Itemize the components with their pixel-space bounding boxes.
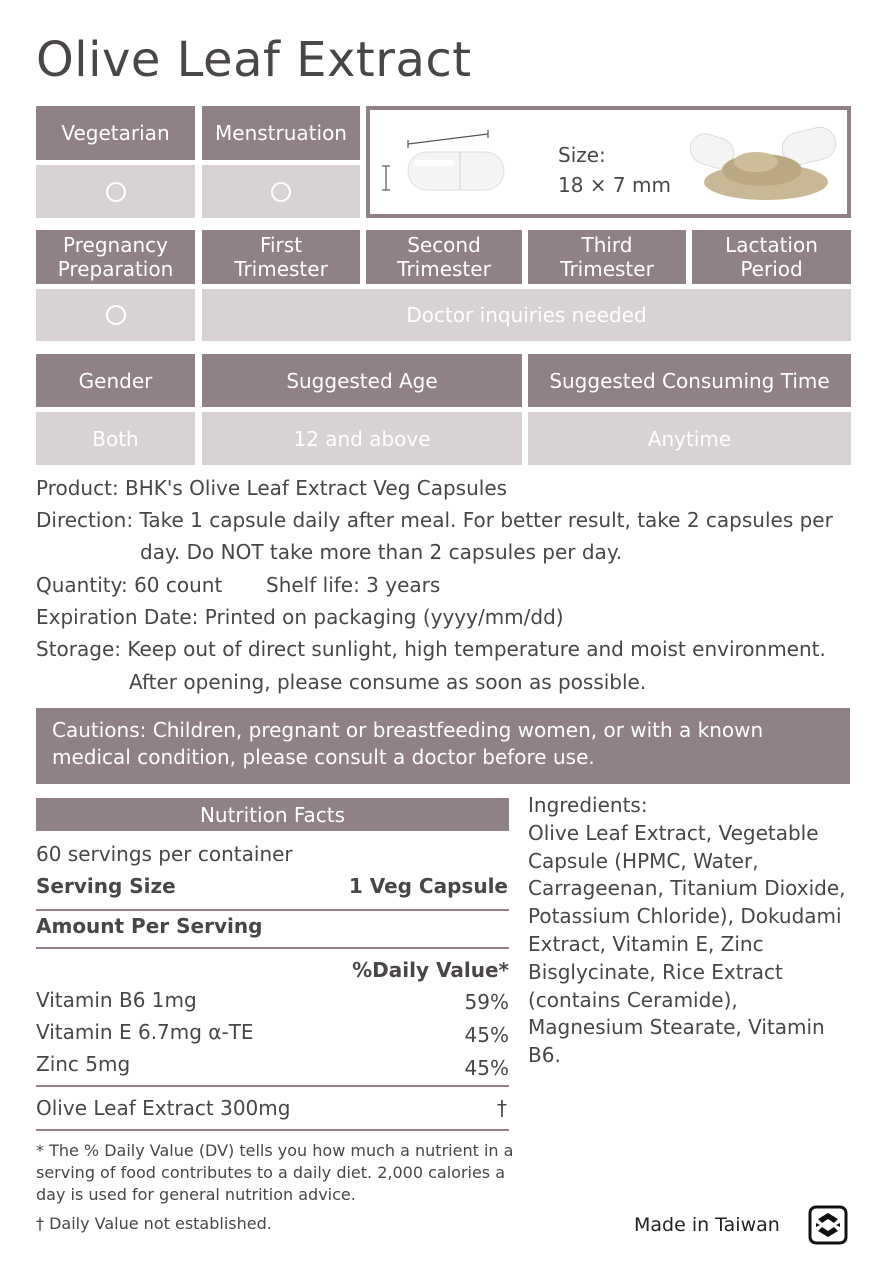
ingredients [528, 792, 848, 1070]
second-trimester-header: Second Trimester [366, 230, 522, 284]
nutrient-name: Vitamin E 6.7mg α-TE [36, 1020, 254, 1044]
pregnancy-preparation-header: Pregnancy Preparation [36, 230, 195, 284]
daily-value-footnote: * The % Daily Value (DV) tells you how much a nutrient in a serving of food contributes to a daily diet. 2,000 calories a day is used for general nutrition advice. [36, 1141, 514, 1204]
nutrient-dv: 45% [464, 1023, 509, 1047]
first-trimester-header: First Trimester [202, 230, 360, 284]
recycle-icon [808, 1205, 848, 1245]
menstruation-header: Menstruation [202, 106, 360, 160]
dagger-footnote: † Daily Value not established. [36, 1214, 272, 1233]
vegetarian-header: Vegetarian [36, 106, 195, 160]
size-value: 18 × 7 mm [558, 173, 671, 197]
page-title: Olive Leaf Extract [36, 32, 472, 88]
nutrient-dv: 59% [464, 990, 509, 1014]
direction-line-1: Direction: Take 1 capsule daily after meal. For better result, take 2 capsules per [36, 508, 833, 532]
menstruation-cell [202, 165, 360, 218]
olive-leaf-name: Olive Leaf Extract 300mg [36, 1096, 291, 1120]
serving-size-value: 1 Veg Capsule [348, 874, 508, 898]
amount-per-serving: Amount Per Serving [36, 914, 263, 938]
direction-line-2: day. Do NOT take more than 2 capsules per day. [140, 540, 623, 564]
suitable-circle-icon [106, 182, 126, 202]
capsule-size-box [366, 106, 851, 218]
ingredients-label: Ingredients: [528, 793, 648, 817]
lactation-period-header: Lactation Period [692, 230, 851, 284]
suggested-time-header: Suggested Consuming Time [528, 354, 851, 407]
divider [36, 1129, 509, 1131]
capsule-diagram-icon [374, 110, 554, 214]
pregnancy-preparation-cell [36, 289, 195, 341]
gender-value: Both [36, 412, 195, 465]
gender-header: Gender [36, 354, 195, 407]
capsule-size [558, 140, 671, 200]
storage-line-1: Storage: Keep out of direct sunlight, high temperature and moist environment. [36, 637, 826, 661]
nutrient-name: Zinc 5mg [36, 1052, 131, 1076]
product-line: Product: BHK's Olive Leaf Extract Veg Capsules [36, 476, 508, 500]
ingredients-text: Olive Leaf Extract, Vegetable Capsule (HPMC, Water, Carrageenan, Titanium Dioxide, Potassium Chloride), Dokudami Extract, Vitamin E, Zinc Bisglycinate, Rice Extract (contains Ceramide), Magnesium Stearate, Vitamin B6. [528, 820, 846, 1068]
nutrient-dv: 45% [464, 1056, 509, 1080]
daily-value-header: %Daily Value* [352, 958, 509, 982]
nutrient-name: Vitamin B6 1mg [36, 988, 197, 1012]
expiration-line: Expiration Date: Printed on packaging (yyyy/mm/dd) [36, 605, 564, 629]
storage-line-2: After opening, please consume as soon as possible. [129, 670, 647, 694]
third-trimester-header: Third Trimester [528, 230, 686, 284]
divider [36, 909, 509, 911]
cautions-banner: Cautions: Children, pregnant or breastfeeding women, or with a known medical condition, please consult a doctor before use. [36, 708, 850, 784]
made-in-label: Made in Taiwan [634, 1214, 780, 1236]
servings-per-container: 60 servings per container [36, 842, 293, 866]
vegetarian-cell [36, 165, 195, 218]
suggested-age-header: Suggested Age [202, 354, 522, 407]
suggested-age-value: 12 and above [202, 412, 522, 465]
nutrition-facts-header: Nutrition Facts [36, 798, 509, 831]
quantity-line: Quantity: 60 count [36, 573, 223, 597]
shelf-life-line: Shelf life: 3 years [266, 573, 441, 597]
divider [36, 947, 509, 949]
olive-leaf-dv: † [497, 1096, 507, 1120]
serving-size-label: Serving Size [36, 874, 176, 898]
capsule-powder-icon [686, 120, 846, 210]
divider [36, 1085, 509, 1087]
doctor-inquiries-cell: Doctor inquiries needed [202, 289, 851, 341]
suggested-time-value: Anytime [528, 412, 851, 465]
size-label: Size: [558, 143, 606, 167]
suitable-circle-icon [106, 305, 126, 325]
suitable-circle-icon [271, 182, 291, 202]
